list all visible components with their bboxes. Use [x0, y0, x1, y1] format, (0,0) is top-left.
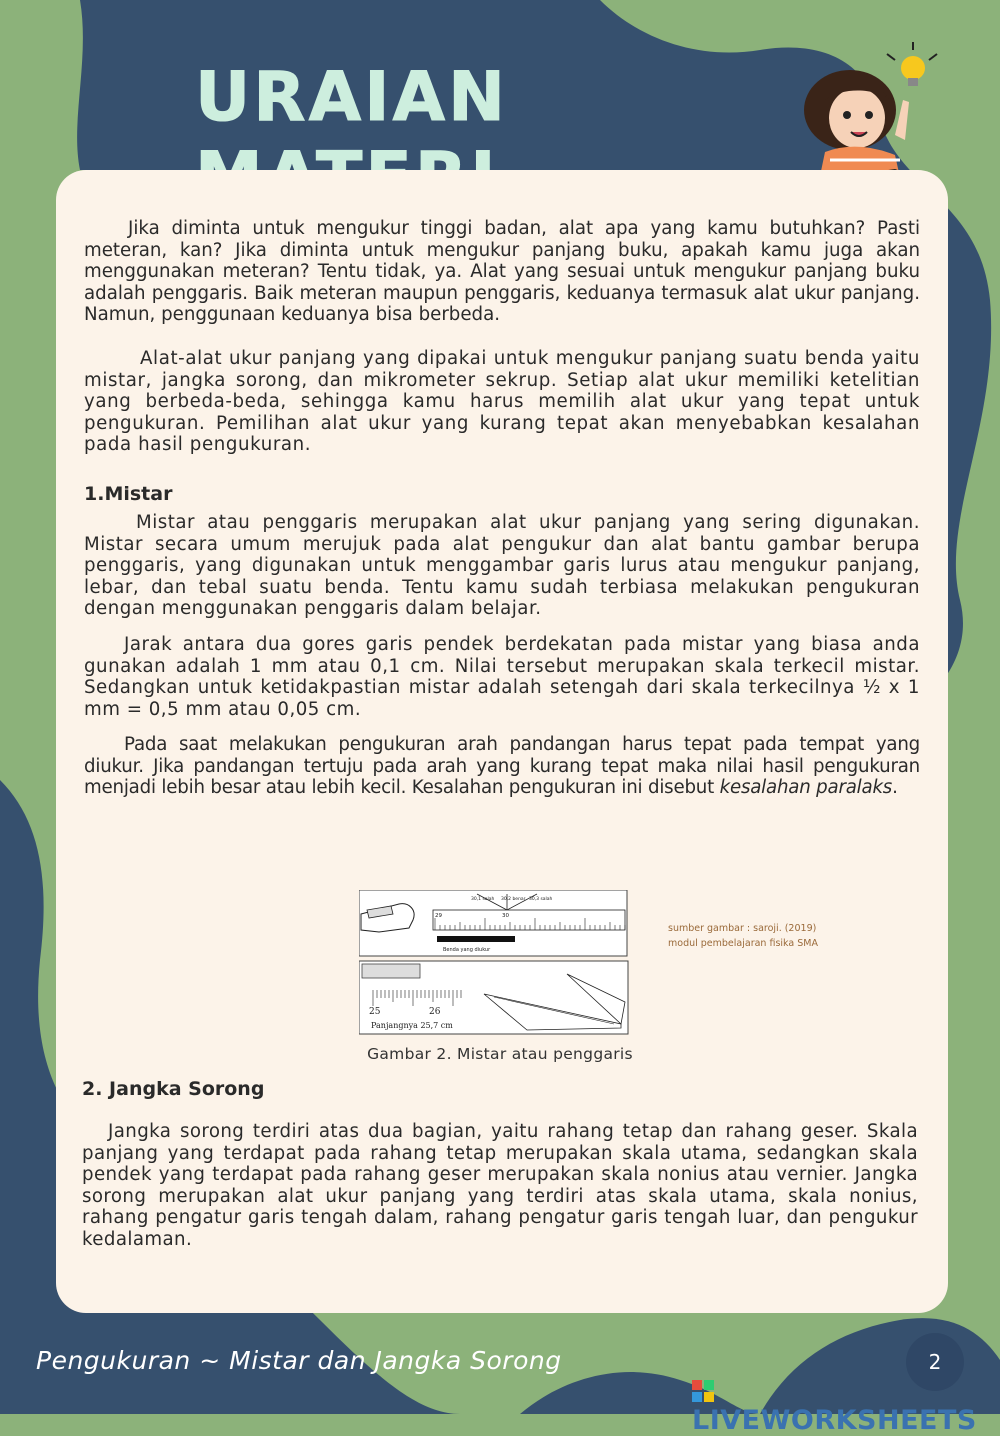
measured-object-bar	[437, 936, 515, 942]
ruler-label-29: 29	[435, 913, 442, 919]
object-label: Benda yang diukur	[443, 947, 491, 953]
parallax-term: kesalahan paralaks	[719, 777, 893, 799]
ruler-parallax-figure	[359, 890, 631, 1035]
section-jangka-sorong	[84, 1078, 920, 1251]
label-30-1-salah: 30,1 salah	[471, 897, 495, 902]
label-30-2-benar: 30,2 benar	[501, 897, 526, 902]
mistar-paragraph-3: Pada saat melakukan pengukuran arah pandangan harus tepat pada tempat yang diukur. Jika pandangan tertuju pada arah yang kurang tepat maka nilai hasil pengukuran menjadi lebih besar atau lebih kecil. Kesalahan pengukuran ini disebut kesalahan paralaks.	[84, 734, 920, 799]
page-title: URAIAN	[195, 58, 509, 137]
length-label: Panjangnya 25,7 cm	[371, 1021, 453, 1030]
figure-caption: Gambar 2. Mistar atau penggaris	[367, 1045, 633, 1063]
footer-subtitle: Pengukuran ~ Mistar dan Jangka Sorong	[36, 1346, 562, 1375]
lower-label-26: 26	[429, 1007, 441, 1017]
mistar-paragraph-2: Jarak antara dua gores garis pendek berdekatan pada mistar yang biasa anda gunakan adalah 1 mm atau 0,1 cm. Nilai tersebut merupakan skala terkecil mistar. Sedangkan untuk ketidakpastian mistar adalah setengah dari skala terkecilnya ½ x 1 mm = 0,5 mm atau 0,05 cm.	[84, 633, 920, 720]
ruler-label-30: 30	[502, 913, 509, 919]
liveworksheets-logo-icon	[692, 1380, 714, 1402]
liveworksheets-watermark: LIVEWORKSHEETS	[692, 1374, 1000, 1436]
label-30-3-salah: 30,3 salah	[529, 897, 553, 902]
mistar-paragraph-1: Mistar atau penggaris merupakan alat ukur panjang yang sering digunakan. Mistar secara umum merujuk pada alat pengukur dan alat bantu gambar berupa penggaris, yang digunakan untuk menggambar garis lurus atau mengukur panjang, lebar, dan tebal suatu benda. Tentu kamu sudah terbiasa melakukan pengukuran dengan menggunakan penggaris dalam belajar.	[84, 511, 920, 620]
section-heading-mistar: 1.Mistar	[84, 482, 173, 505]
intro-paragraph-1: Jika diminta untuk mengukur tinggi badan, alat apa yang kamu butuhkan? Pasti meteran, kan? Jika diminta untuk mengukur panjang buku, apakah kamu juga akan menggunakan meteran? Tentu tidak, ya. Alat yang sesuai untuk mengukur panjang buku adalah penggaris. Baik meteran maupun penggaris, keduanya termasuk alat ukur panjang. Namun, penggunaan keduanya bisa berbeda.	[84, 218, 920, 326]
content-body	[84, 218, 920, 799]
page-number: 2	[906, 1333, 964, 1391]
intro-paragraph-2: Alat-alat ukur panjang yang dipakai untuk mengukur panjang suatu benda yaitu mistar, jangka sorong, dan mikrometer sekrup. Setiap alat ukur memiliki ketelitian yang berbeda-beda, sehingga kamu harus memilih alat ukur yang tepat untuk pengukuran. Pemilihan alat ukur yang kurang tepat akan menyebabkan kesalahan pada hasil pengukuran.	[84, 347, 920, 456]
image-credit: sumber gambar : saroji. (2019) modul pembelajaran fisika SMA	[668, 923, 818, 949]
section-heading-jangka-sorong: 2. Jangka Sorong	[82, 1078, 265, 1100]
jangka-sorong-paragraph: Jangka sorong terdiri atas dua bagian, yaitu rahang tetap dan rahang geser. Skala panjang yang terdapat pada rahang tetap merupakan skala utama, sedangkan skala pendek yang terdapat pada rahang geser merupakan skala nonius atau vernier. Jangka sorong merupakan alat ukur panjang yang terdiri atas skala utama, skala nonius, rahang pengatur garis tengah dalam, rahang pengatur garis tengah luar, dan pengukur kedalaman.	[82, 1121, 918, 1250]
lower-label-25: 25	[369, 1007, 381, 1017]
